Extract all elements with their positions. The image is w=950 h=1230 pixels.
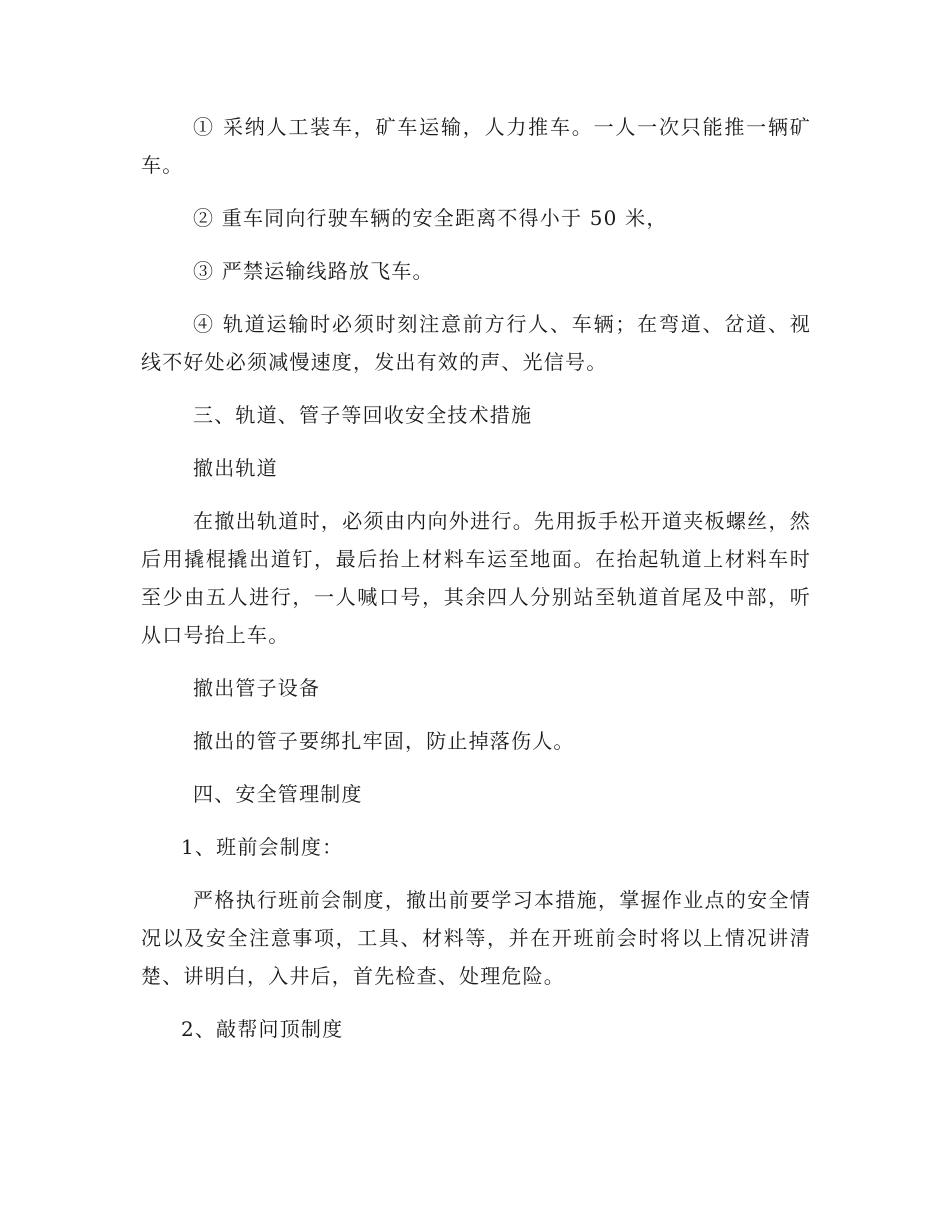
item-pre-shift-meeting: 1、班前会制度： bbox=[181, 835, 344, 859]
paragraph-remove-track-procedure: 在撤出轨道时，必须由内向外进行。先用扳手松开道夹板螺丝，然后用撬棍撬出道钉，最后抬上材料车运至地面。在抬起轨道上材料车时至少由五人进行，一人喊口号，其余四人分别站至轨道首尾及中部，听从口号抬上车。 bbox=[141, 509, 811, 647]
subheading-remove-track: 撤出轨道 bbox=[193, 456, 278, 480]
subheading-remove-pipes: 撤出管子设备 bbox=[193, 676, 321, 700]
paragraph-no-runaway-cars: ③ 严禁运输线路放飞车。 bbox=[193, 259, 434, 283]
document-body bbox=[141, 108, 811, 1063]
section-heading-recovery-measures: 三、轨道、管子等回收安全技术措施 bbox=[193, 403, 533, 427]
section-heading-safety-management: 四、安全管理制度 bbox=[193, 782, 363, 806]
paragraph-track-caution: ④ 轨道运输时必须时刻注意前方行人、车辆；在弯道、岔道、视线不好处必须减慢速度，发出有效的声、光信号。 bbox=[141, 312, 811, 374]
paragraph-safe-distance: ② 重车同向行驶车辆的安全距离不得小于 50 米， bbox=[193, 206, 668, 230]
item-roof-check: 2、敲帮问顶制度 bbox=[181, 1017, 344, 1041]
paragraph-pre-shift-meeting: 严格执行班前会制度，撤出前要学习本措施，掌握作业点的安全情况以及安全注意事项，工具、材料等，并在开班前会时将以上情况讲清楚、讲明白，入井后，首先检查、处理危险。 bbox=[141, 888, 811, 988]
paragraph-transport-method: ① 采纳人工装车，矿车运输，人力推车。一人一次只能推一辆矿车。 bbox=[141, 115, 811, 177]
paragraph-remove-pipes-procedure: 撤出的管子要绑扎牢固，防止掉落伤人。 bbox=[193, 729, 575, 753]
